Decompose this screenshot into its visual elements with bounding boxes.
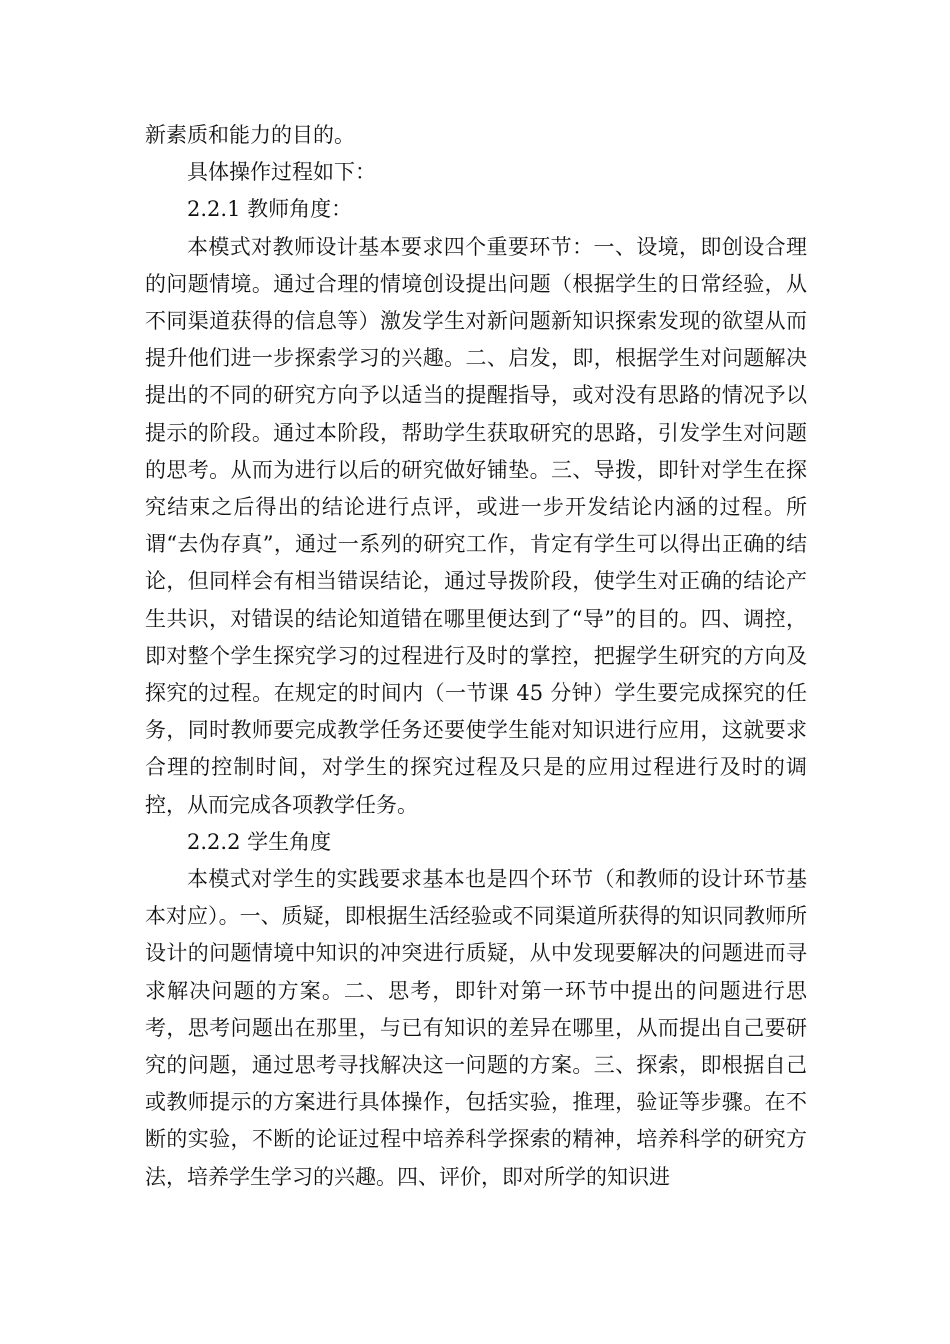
section-heading-teacher: 2.2.1 教师角度： (187, 197, 353, 222)
paragraph-continuation: 新素质和能力的目的。 (145, 123, 355, 147)
paragraph-intro: 具体操作过程如下： (187, 160, 376, 185)
paragraph-teacher: 本模式对教师设计基本要求四个重要环节：一、设境，即创设合理的问题情境。通过合理的情境创设提出问题（根据学生的日常经验，从不同渠道获得的信息等）激发学生对新问题新知识探索发现的欲望从而提升他们进一步探索学习的兴趣。二、启发，即，根据学生对问题解决提出的不同的研究方向予以适当的提醒指导，或对没有思路的情况予以提示的阶段。通过本阶段，帮助学生获取研究的思路，引发学生对问题的思考。从而为进行以后的研究做好铺垫。三、导拨，即针对学生在探究结束之后得出的结论进行点评，或进一步开发结论内涵的过程。所谓“去伪存真”，通过一系列的研究工作，肯定有学生可以得出正确的结论，但同样会有相当错误结论，通过导拨阶段，使学生对正确的结论产生共识，对错误的结论知道错在哪里便达到了“导”的目的。四、调控，即对整个学生探究学习的过程进行及时的掌控，把握学生研究的方向及探究的过程。在规定的时间内（一节课 45 分钟）学生要完成探究的任务，同时教师要完成教学任务还要使学生能对知识进行应用，这就要求合理的控制时间，对学生的探究过程及只是的应用过程进行及时的调控，从而完成各项教学任务。 (145, 234, 807, 817)
section-heading-student: 2.2.2 学生角度 (187, 829, 332, 854)
body-text (145, 117, 807, 1196)
paragraph-student: 本模式对学生的实践要求基本也是四个环节（和教师的设计环节基本对应）。一、质疑，即根据生活经验或不同渠道所获得的知识同教师所设计的问题情境中知识的冲突进行质疑，从中发现要解决的问题进而寻求解决问题的方案。二、思考，即针对第一环节中提出的问题进行思考，思考问题出在那里，与已有知识的差异在哪里，从而提出自己要研究的问题，通过思考寻找解决这一问题的方案。三、探索，即根据自己或教师提示的方案进行具体操作，包括实验，推理，验证等步骤。在不断的实验，不断的论证过程中培养科学探索的精神，培养科学的研究方法，培养学生学习的兴趣。四、评价，即对所学的知识进 (145, 867, 807, 1189)
